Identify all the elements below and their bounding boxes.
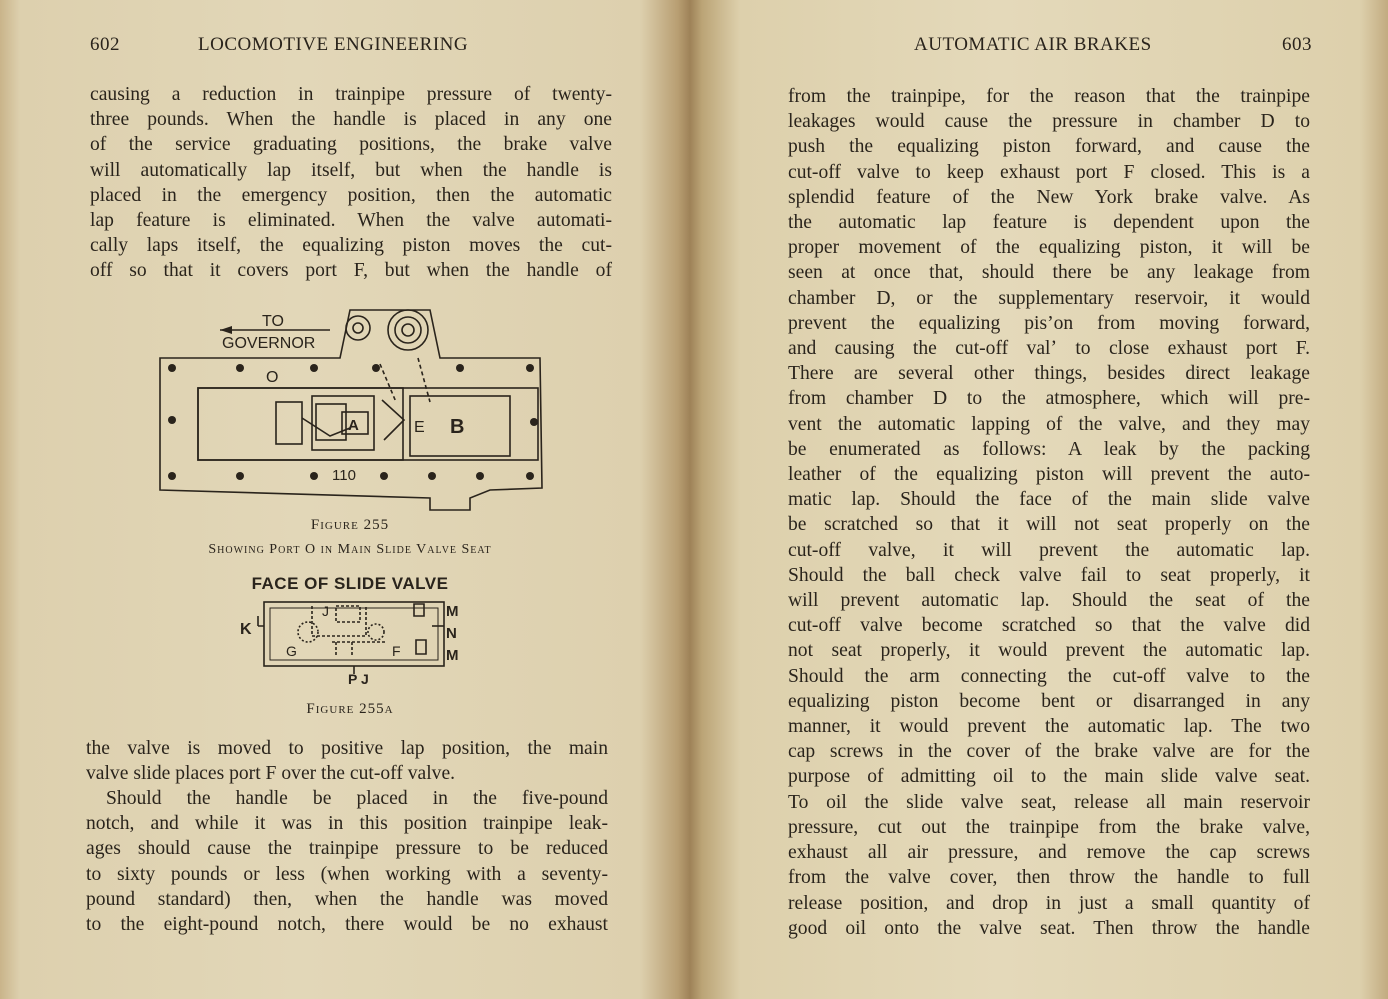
text-line: push the equalizing piston forward, and cause the — [788, 136, 1310, 158]
text-line: to the eight-pound notch, there would be no exhaust — [86, 914, 608, 936]
running-head: AUTOMATIC AIR BRAKES — [914, 34, 1152, 55]
text-line: and causing the cut-off valʼ to close exhaust port F. — [788, 338, 1310, 360]
label-k: K — [240, 621, 252, 638]
page-number: 603 — [1282, 34, 1312, 55]
text-line: will automatically lap itself, but when the handle is — [90, 159, 612, 181]
text-line: not seat properly, it would prevent the automatic lap. — [788, 640, 1310, 662]
label-b: B — [450, 416, 465, 438]
text-line: manner, it would prevent the automatic lap. The two — [788, 716, 1310, 738]
text-line: ages should cause the trainpipe pressure to be reduced — [86, 838, 608, 860]
label-m-top: M — [446, 603, 459, 620]
text-line: cap screws in the cover of the brake valve are for the — [788, 741, 1310, 763]
figure-255-diagram — [150, 300, 550, 518]
label-pj: P J — [348, 671, 369, 687]
text-line: be enumerated as follows: A leak by the packing — [788, 438, 1310, 460]
text-line: off so that it covers port F, but when the handle of — [90, 260, 612, 282]
text-line: splendid feature of the New York brake valve. As — [788, 186, 1310, 208]
figure-255a-heading: FACE OF SLIDE VALVE — [251, 574, 449, 593]
text-line: Should the handle be placed in the five-pound — [106, 788, 608, 809]
running-head: LOCOMOTIVE ENGINEERING — [198, 34, 469, 55]
text-line: matic lap. Should the face of the main slide valve — [788, 489, 1310, 511]
text-line: equalizing piston become bent or disarranged in any — [788, 690, 1310, 712]
label-o: O — [266, 369, 279, 386]
text-line: cally laps itself, the equalizing piston moves the cut- — [90, 235, 612, 257]
text-line: proper movement of the equalizing piston, it will be — [788, 237, 1310, 259]
label-m-bottom: M — [446, 647, 459, 664]
text-line: be scratched so that it will not seat properly on the — [788, 514, 1310, 536]
text-line: seen at once that, should there be any leakage from — [788, 262, 1310, 284]
text-line: purpose of admitting oil to the main slide valve seat. — [788, 766, 1310, 788]
paragraph — [788, 84, 1310, 941]
text-line: lap feature is eliminated. When the valve automati- — [90, 210, 612, 232]
text-line: Should the ball check valve fail to seat properly, it — [788, 564, 1310, 586]
text-line: prevent the equalizing pis’on from moving forward, — [788, 312, 1310, 334]
text-line: placed in the emergency position, then the automatic — [90, 184, 612, 206]
paragraph — [90, 82, 612, 284]
label-j: J — [322, 603, 329, 619]
text-line: Should the arm connecting the cut-off valve to the — [788, 665, 1310, 687]
text-line: pound standard) then, when the handle was moved — [86, 888, 608, 910]
text-line: release position, and drop in just a small quantity of — [788, 892, 1310, 914]
paragraph — [86, 786, 608, 937]
text-line: cut-off valve become scratched so that the valve did — [788, 615, 1310, 637]
text-line: valve slide places port F over the cut-off valve. — [86, 763, 456, 785]
text-line: cut-off valve to keep exhaust port F closed. This is a — [788, 161, 1310, 183]
label-to: TO — [262, 313, 284, 330]
text-line: To oil the slide valve seat, release all main reservoir — [788, 791, 1310, 813]
text-line: from the trainpipe, for the reason that the trainpipe — [788, 86, 1310, 107]
label-a: A — [348, 417, 359, 434]
label-110: 110 — [332, 467, 356, 484]
text-line: pressure, cut out the trainpipe from the brake valve, — [788, 816, 1310, 838]
text-line: leather of the equalizing piston will prevent the auto- — [788, 464, 1310, 486]
text-line: will prevent automatic lap. Should the seat of the — [788, 590, 1310, 612]
label-g: G — [286, 643, 297, 659]
label-governor: GOVERNOR — [222, 335, 316, 352]
text-line: chamber D, or the supplementary reservoir, it would — [788, 287, 1310, 309]
label-n: N — [446, 625, 457, 642]
text-line: cut-off valve, it will prevent the automatic lap. — [788, 539, 1310, 561]
text-line: notch, and while it was in this position trainpipe leak- — [86, 813, 608, 835]
right-page — [690, 0, 1388, 999]
text-line: from chamber D to the atmosphere, which will pre- — [788, 388, 1310, 410]
label-e: E — [414, 419, 425, 436]
text-line: to sixty pounds or less (when working with a seventy- — [86, 863, 608, 885]
text-line: exhaust all air pressure, and remove the cap screws — [788, 842, 1310, 864]
label-f: F — [392, 643, 401, 659]
page-number: 602 — [90, 34, 120, 55]
text-line: There are several other things, besides direct leakage — [788, 363, 1310, 385]
figure-255a-caption: Figure 255a — [306, 701, 394, 717]
text-line: the valve is moved to positive lap position, the main — [86, 738, 608, 759]
text-line: of the service graduating positions, the brake valve — [90, 134, 612, 156]
text-line: causing a reduction in trainpipe pressure of twenty- — [90, 84, 612, 105]
paragraph — [86, 736, 608, 786]
text-line: the automatic lap feature is dependent upon the — [788, 212, 1310, 234]
text-line: vent the automatic lapping of the valve, and they may — [788, 413, 1310, 435]
text-line: from the valve cover, then throw the handle to full — [788, 867, 1310, 889]
left-page — [0, 0, 690, 999]
figure-255-caption-title: Figure 255 — [310, 517, 390, 533]
figure-255a-diagram — [236, 596, 476, 688]
text-line: three pounds. When the handle is placed in any one — [90, 109, 612, 131]
figure-255-caption-text: Showing Port O in Main Slide Valve Seat — [208, 542, 492, 557]
text-line: good oil onto the valve seat. Then throw the handle — [788, 917, 1310, 939]
text-line: leakages would cause the pressure in chamber D to — [788, 111, 1310, 133]
